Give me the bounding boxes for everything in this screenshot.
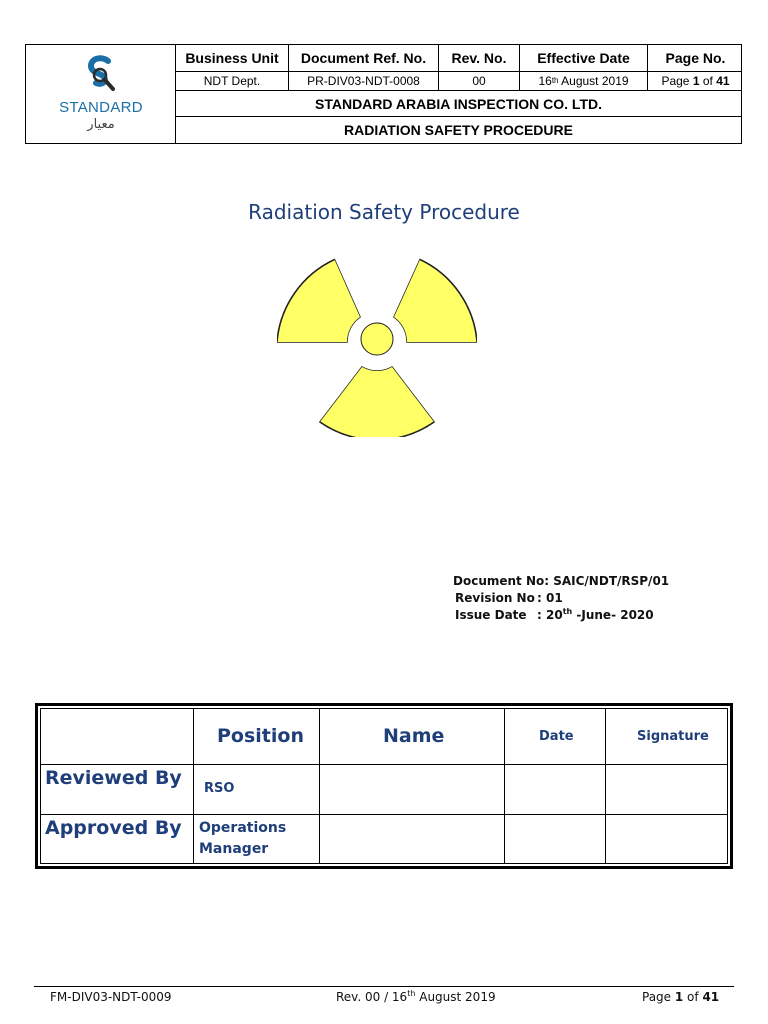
footer-divider: [34, 986, 734, 987]
footer-page-num: 1: [674, 990, 684, 1004]
revision-value: : 01: [537, 591, 563, 605]
page-prefix: Page: [661, 74, 693, 88]
row-divider: [41, 764, 727, 765]
footer-page-prefix: Page: [642, 990, 675, 1004]
header-column-titles: [176, 45, 741, 72]
document-info-block: [453, 573, 669, 624]
document-ref-header: Document Ref. No.: [289, 45, 439, 71]
issue-day-suffix: th: [562, 607, 573, 616]
footer-rev-suffix: th: [407, 989, 416, 998]
page-no-value: [648, 72, 743, 90]
page-no-header: Page No.: [665, 50, 726, 66]
effective-date-value: 16 th August 2019: [520, 72, 648, 90]
issue-date-line: [453, 607, 669, 624]
position-column-header: Position: [217, 725, 304, 747]
company-name-row: [176, 91, 741, 117]
logo-arabic-wordmark: معيار: [87, 117, 115, 132]
issue-date-label: Issue Date: [455, 608, 527, 622]
effective-month-year: August 2019: [558, 74, 629, 88]
revision-label: Revision No: [455, 591, 535, 605]
page-of: of: [699, 74, 717, 88]
business-unit-header: Business Unit: [176, 45, 289, 71]
page-number: 1: [692, 74, 700, 88]
radiation-trefoil-icon: [277, 257, 477, 437]
footer-rev-month-year: August 2019: [415, 990, 496, 1004]
page-total: 41: [716, 74, 730, 88]
rev-no-value: 00: [439, 72, 520, 90]
column-divider: [319, 709, 320, 863]
row-divider: [41, 814, 727, 815]
signature-column-header: Signature: [637, 729, 709, 744]
footer-page-of: of: [683, 990, 703, 1004]
document-header-table: [25, 44, 742, 144]
footer-rev-prefix: Rev. 00 / 16: [336, 990, 408, 1004]
company-name: STANDARD ARABIA INSPECTION CO. LTD.: [315, 95, 602, 112]
issue-month-year: -June- 2020: [572, 608, 654, 622]
approver-position: [199, 818, 286, 860]
name-column-header: Name: [383, 725, 445, 747]
approver-position-line1: Operations: [199, 820, 287, 836]
logo-wordmark: STANDARD: [59, 99, 143, 116]
document-name-row: [176, 117, 741, 143]
approver-position-line2: Manager: [199, 841, 269, 857]
effective-date-header: Effective Date: [520, 45, 648, 71]
approval-table: [35, 703, 733, 869]
company-logo: [26, 45, 176, 143]
document-no-line: [453, 573, 669, 590]
approved-by-label: Approved By: [45, 817, 182, 839]
issue-day: : 20: [537, 608, 563, 622]
reviewer-position: RSO: [204, 781, 235, 796]
standard-logo-icon: [82, 55, 120, 99]
rev-no-header: Rev. No.: [439, 45, 520, 71]
footer-page-number: [642, 990, 719, 1004]
header-values: [176, 72, 741, 91]
page-title: Radiation Safety Procedure: [248, 200, 520, 224]
date-column-header: Date: [539, 729, 574, 744]
column-divider: [193, 709, 194, 863]
document-no-value: SAIC/NDT/RSP/01: [549, 574, 670, 588]
footer-revision: [336, 990, 496, 1004]
document-no-label: Document No:: [453, 574, 550, 588]
footer-page-total: 41: [702, 990, 720, 1004]
document-name: RADIATION SAFETY PROCEDURE: [344, 122, 573, 138]
column-divider: [605, 709, 606, 863]
reviewed-by-label: Reviewed By: [45, 767, 182, 789]
column-divider: [504, 709, 505, 863]
effective-day: 16: [538, 74, 552, 88]
approval-table-grid: [40, 708, 728, 864]
document-ref-value: PR-DIV03-NDT-0008: [289, 72, 439, 90]
business-unit-value: NDT Dept.: [176, 72, 289, 90]
footer-form-number: FM-DIV03-NDT-0009: [50, 990, 172, 1004]
revision-line: [453, 590, 669, 607]
